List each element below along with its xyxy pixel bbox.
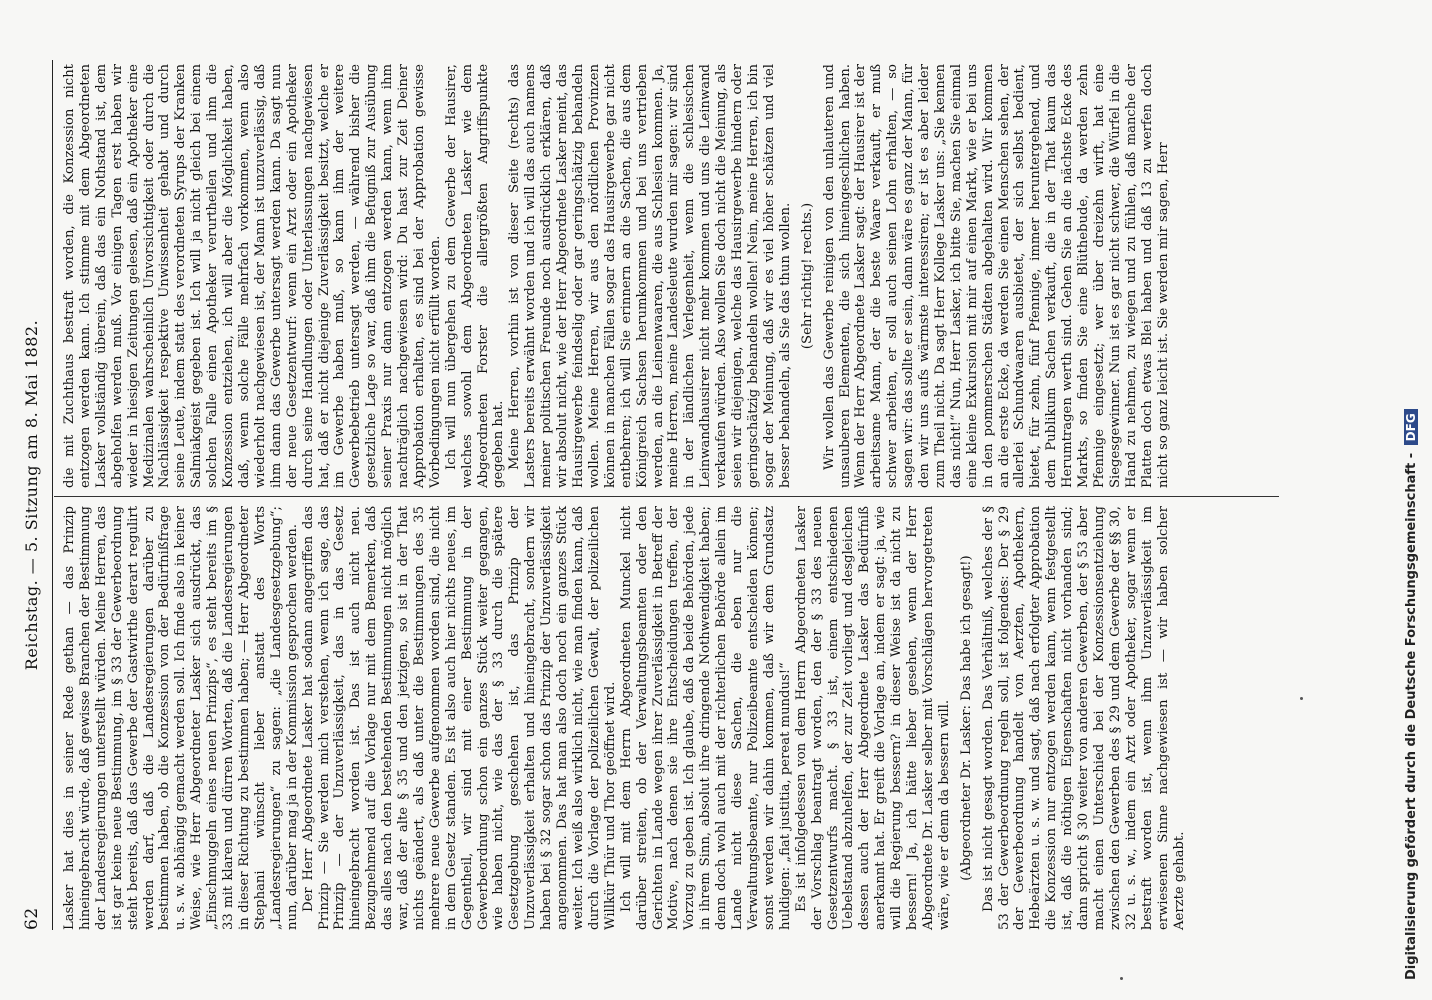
paragraph: Der Herr Abgeordnete Lasker hat sodann angegriffen das Prinzip — Sie werden mich verstehen, wenn ich sage, das Prinzip — der Unzuverlässigkeit, das in das Gesetz hineingebracht worden ist. Das ist auch nicht neu. Bezugnehmend auf die Vorlage nur mit dem Bemerken, daß das alles nach den bestehenden Bestimmungen nicht möglich war, daß der alte § 35 und den jetzigen, so ist in der That nichts geändert, als daß unter die Bestimmungen des 35 mehrere neue Gewerbe aufgenommen worden sind, die nicht in dem Gesetz standen. Es ist also auch hier nichts neues, im Gegentheil, wir sind mit einer Bestimmung in der Gewerbeordnung schon ein ganzes Stück weiter gegangen, wie haben nicht, wie das der § 33 durch die spätere Gesetzgebung geschehen ist, das Prinzip der Unzuverlässigkeit erhalten und hineingebracht, sondern wir haben bei § 32 sogar schon das Prinzip der Unzuverlässigkeit angenommen. Das hat man also doch noch ein ganzes Stück weiter. Ich weiß also wirklich nicht, wie man finden kann, daß durch die Vorlage der polizeilichen Gewalt, der polizeilichen Willkür Thür und Thor geöffnet wird.	[300, 506, 618, 930]
interjection: (Abgeordneter Dr. Lasker: Das habe ich gesagt!)	[958, 555, 974, 881]
scan-speck	[1120, 977, 1123, 980]
scan-speck	[1300, 697, 1303, 700]
column-divider	[54, 496, 1279, 497]
credit-text: Digitalisierung gefördert durch die Deutsche Forschungsgemeinschaft -	[1404, 452, 1419, 980]
paragraph: Wir wollen das Gewerbe reinigen von den unlauteren und unsauberen Elementen, die sich hineingeschlichen haben. Wenn der Herr Abgeordnete Lasker sagt: der Hausirer ist der arbeitsame Mann, der die beste Waare verkauft, er muß schwer arbeiten, er soll auch seinen Lohn erhalten, — so sagen wir: das sollte er sein, dann wäre es ganz der Mann, für den wir uns aufs wärmste interessiren; er ist es aber leider zum Theil nicht. Da sagt Herr Kollege Lasker uns: „Sie kennen das nicht!“ Nun, Herr Lasker, ich bitte Sie, machen Sie einmal eine kleine Exkursion mit mir auf einen Markt, wie er bei uns in den pommerschen Städten abgehalten wird. Wir kommen an die erste Ecke, da werden Sie einen Menschen sehen, der allerlei Schundwaaren ausbietet, der sich selbst bedient, bietet, für zehn, fünf Pfennige, immer heruntergehend, und dem Publikum Sachen verkauft, die in der That kaum das Herumtragen werth sind. Gehen Sie an die nächste Ecke des Markts, so finden Sie eine Blüthebude, da werden zehn Pfennige eingesetzt; wer über dreizehn wirft, hat eine Siegesgewinner. Nun ist es gar nicht schwer, die Würfel in die Hand zu nehmen, zu wiegen und zu fühlen, daß manche der Platten doch etwas Blei haben und daß 13 zu werfen doch nicht so ganz leicht ist. Sie werden mir sagen, Herr	[821, 64, 1171, 488]
left-column	[62, 506, 1187, 930]
page-number: 62	[22, 907, 42, 930]
paragraph: Ich will mit dem Herrn Abgeordneten Munckel nicht darüber streiten, ob der Verwaltungsbeamten oder den Gerichten in Lande wegen ihrer Zuverlässigkeit in Betreff der Motive, nach denen sie ihre Entscheidungen treffen, der Vorzug zu geben ist. Ich glaube, daß da beide Behörden, jede in ihrem Sinn, absolut ihre dringende Nothwendigkeit haben; denn doch wohl auch mit der richterlichen Behörde allein im Lande nicht diese Sachen, die eben nur die Verwaltungsbeamte, nur Polizeibeamte entscheiden können; sonst werden wir dahin kommen, daß wir dem Grundsatz huldigen: „fiat justitia, pereat mundus!“	[618, 506, 793, 930]
paragraph: Das ist nicht gesagt worden. Das Verhältniß, welches der § 53 der Gewerbeordnung regeln soll, ist folgendes: Der § 29 der Gewerbeordnung handelt von Aerzten, Apothekern, Hebeärzten u. s. w. und sagt, daß nach erfolgter Approbation die Konzession nur entzogen werden kann, wenn festgestellt ist, daß die nöthigen Eigenschaften nicht vorhanden sind; dann spricht § 30 weiter von anderen Gewerben, der § 53 aber macht einen Unterschied bei der Konzessionsentziehung zwischen den Gewerben des § 29 und dem Gewerbe der §§ 30, 32 u. s. w., indem ein Arzt oder Apotheker, sogar wenn er bestraft worden ist, wenn ihm Unzuverlässigkeit im erwiesenen Sinne nachgewiesen ist — wir haben solcher Aerzte gehabt.	[980, 506, 1187, 930]
digitization-credit	[1404, 409, 1419, 980]
paragraph: Meine Herren, vorhin ist von dieser Seite (rechts) das Lasters bereits erwähnt worden und ich will das auch namens meiner politischen Freunde noch ausdrücklich erklären, daß wir absolut nicht, wie der Herr Abgeordnete Lasker meint, das Hausirgewerbe feindselig oder gar geringschätzig behandeln wollen. Meine Herren, wir aus den nördlichen Provinzen können in manchen Fällen sogar das Hausirgewerbe gar nicht entbehren; ich will Sie erinnern an die Sachen, die aus dem Königreich Sachsen herumkommen und bei uns vertrieben werden, an die Leinenwaaren, die aus Schlesien kommen. Ja, meine Herren, meine Landesleute wurden mir sagen: wir sind in der ländlichen Verlegenheit, wenn die schlesischen Leinwandhausirer nicht mehr kommen und uns die Leinwand verkaufen würden. Also wollen Sie doch nicht die Meinung, als seien wir diejenigen, welche das Hausirgewerbe hindern oder geringschätzig behandeln wollen! Nein, meine Herren, ich bin sogar der Meinung, daß wir es viel höher schätzen und viel besser behandeln, als Sie das thun wollen.	[507, 64, 793, 488]
page-header	[18, 60, 48, 930]
interjection: (Sehr richtig! rechts.)	[799, 202, 815, 350]
page-title: Reichstag. — 5. Sitzung am 8. Mai 1882.	[22, 319, 41, 671]
paragraph: Ich will nun übergehen zu dem Gewerbe der Hausirer, welches sowohl dem Abgeordneten Lasker wie dem Abgeordneten Forster die allergrößten Angriffspunkte gegeben hat.	[443, 64, 507, 488]
paragraph: Lasker hat dies in seiner Rede gethan — das Prinzip hineingebracht würde, daß gewisse Branchen der Bestimmung der Landesregierungen unterstellt würden. Meine Herren, das ist gar keine neue Bestimmung, im § 33 der Gewerbeordnung steht bereits, daß das Gewerbe der Gastwirthe derart regulirt werden darf, daß die Landesregierungen darüber zu bestimmen haben, ob die Konzession von der Bedürfnißfrage u. s. w. abhängig gemacht werden soll. Ich finde also in keiner Weise, wie Herr Abgeordneter Lasker sich ausdrückt, das „Einschmuggeln eines neuen Prinzips“, es steht bereits im § 33 mit klaren und dürren Worten, daß die Landesregierungen in dieser Richtung zu bestimmen haben; — Herr Abgeordneter Stephani wünscht lieber anstatt des Worts „Landesregierungen“ zu sagen: „die Landesgesetzgebung“; nun, darüber mag ja in der Kommission gesprochen werden.	[62, 506, 300, 930]
dfg-logo: DFG	[1404, 409, 1418, 445]
paragraph: Es ist infolgedessen von dem Herrn Abgeordneten Lasker der Vorschlag beantragt worden, den der § 33 des neuen Gesetzentwurfs macht. § 33 ist, einem entschiedenen Uebelstand abzuhelfen, der zur Zeit vorliegt und desgleichen dessen auch der Herr Abgeordnete Lasker das Bedürfniß anerkannt hat. Er greift die Vorlage an, indem er sagt: ja, wie will die Regierung bessern? in dieser Weise ist da nicht zu bessern! Ja, ich hätte lieber gesehen, wenn der Herr Abgeordnete Dr. Lasker selber mit Vorschlägen hervorgetreten wäre, wie er denn da bessern will.	[793, 506, 952, 930]
header-rule	[52, 60, 53, 930]
right-column	[62, 64, 1172, 488]
paragraph: die mit Zuchthaus bestraft worden, die Konzession nicht entzogen werden kann. Ich stimme mit dem Abgeordneten Lasker vollständig überein, daß das ein Nothstand ist, dem abgeholfen werden muß. Vor einigen Tagen erst haben wir wieder in hiesigen Zeitungen gelesen, daß ein Apotheker eine Medizinalen wahrscheinlich Unvorsichtigkeit oder durch die Nachlässigkeit respektive Unwissenheit gehabt und durch seine Leute, indem statt des verordneten Syrups der Kranken Salmiakgeist gegeben ist. Ich will ja nicht gleich bei einem solchen Falle einen Apotheker verurtheilen und ihm die Konzession entziehen, ich will aber die Möglichkeit haben, daß, wenn solche Fälle mehrfach vorkommen, wenn also wiederholt nachgewiesen ist, der Mann ist unzuverlässig, daß ihm dann das Gewerbe untersagt werden kann. Da sagt nun der neue Gesetzentwurf: wenn ein Arzt oder ein Apotheker durch seine Handlungen oder Unterlassungen nachgewiesen hat, daß er nicht diejenige Zuverlässigkeit besitzt, welche er im Gewerbe haben muß, so kann ihm der weitere Gewerbebetrieb untersagt werden, — während bisher die gesetzliche Lage so war, daß ihm die Befugniß zur Ausübung seiner Praxis nur dann entzogen werden kann, wenn ihm nachträglich nachgewiesen wird: Du hast zur Zeit Deiner Approbation erhalten, es sind bei der Approbation gewisse Vorbedingungen nicht erfüllt worden.	[62, 64, 443, 488]
